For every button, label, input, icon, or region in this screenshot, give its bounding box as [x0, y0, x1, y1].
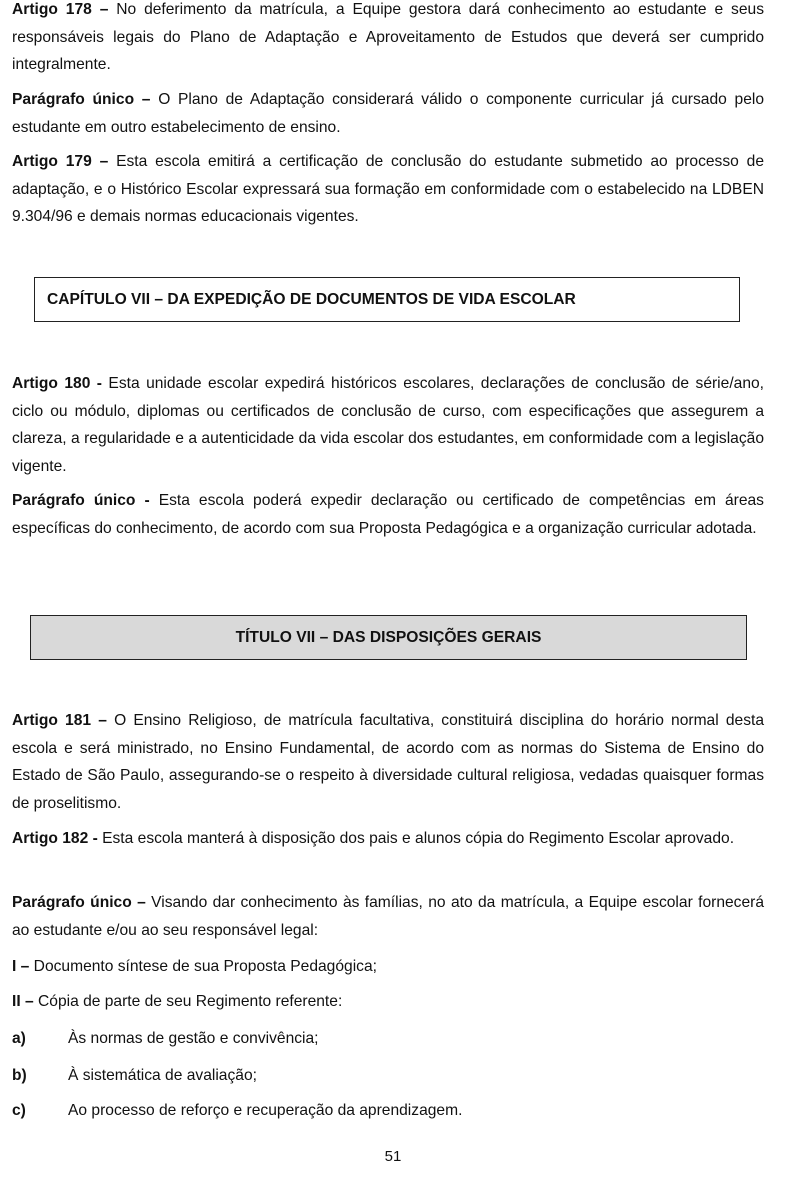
article-181-label: Artigo 181 –: [12, 712, 107, 729]
article-180-text: Esta unidade escolar expedirá históricos escolares, declarações de conclusão de série/ano, ciclo ou módulo, diplomas ou certificados de conclusão de curso, com especificações que assegurem a clareza, a regularidade e a autenticidade da vida escolar dos estudantes, em conformidade com a legislação vigente.: [12, 375, 764, 475]
article-182-paragraph-text: Visando dar conhecimento às famílias, no ato da matrícula, a Equipe escolar fornecerá ao estudante e/ou ao seu responsável legal:: [12, 894, 765, 939]
article-181: [12, 707, 764, 817]
list-item-a: [12, 1025, 764, 1053]
list-item-b-text: À sistemática de avaliação;: [68, 1067, 257, 1084]
title-heading-box: [30, 615, 747, 660]
list-item-c: [12, 1097, 764, 1125]
list-item-a-mark: a): [12, 1030, 26, 1047]
article-178-paragraph-label: Parágrafo único –: [12, 91, 151, 108]
title-heading: TÍTULO VII – DAS DISPOSIÇÕES GERAIS: [235, 628, 542, 646]
list-item-c-text: Ao processo de reforço e recuperação da aprendizagem.: [68, 1102, 463, 1119]
article-180-paragraph-text: Esta escola poderá expedir declaração ou certificado de competências em áreas específicas do conhecimento, de acordo com sua Proposta Pedagógica e a organização curricular adotada.: [12, 492, 764, 537]
article-178: [12, 0, 764, 79]
article-182: [12, 825, 764, 853]
chapter-heading: CAPÍTULO VII – DA EXPEDIÇÃO DE DOCUMENTOS DE VIDA ESCOLAR: [47, 290, 576, 308]
item-ii: [12, 988, 764, 1016]
article-179-label: Artigo 179 –: [12, 153, 109, 170]
article-179: [12, 148, 764, 231]
article-180: [12, 370, 764, 480]
article-182-label: Artigo 182 -: [12, 830, 98, 847]
article-180-label: Artigo 180 -: [12, 375, 102, 392]
item-ii-label: II –: [12, 993, 34, 1010]
article-179-text: Esta escola emitirá a certificação de conclusão do estudante submetido ao processo de adaptação, e o Histórico Escolar expressará sua formação em conformidade com o estabelecido na LDBEN 9.304/96 e demais normas educacionais vigentes.: [12, 153, 764, 225]
list-item-b: [12, 1062, 764, 1090]
item-i-label: I –: [12, 958, 30, 975]
article-178-paragraph-text: O Plano de Adaptação considerará válido o componente curricular já cursado pelo estudante em outro estabelecimento de ensino.: [12, 91, 764, 136]
list-item-a-text: Às normas de gestão e convivência;: [68, 1030, 319, 1047]
list-item-b-mark: b): [12, 1067, 27, 1084]
page-number: 51: [384, 1148, 402, 1165]
item-ii-text: Cópia de parte de seu Regimento referente:: [33, 993, 343, 1010]
chapter-heading-box: [34, 277, 740, 322]
article-180-paragraph: [12, 487, 764, 542]
list-item-c-mark: c): [12, 1102, 26, 1119]
article-181-text: O Ensino Religioso, de matrícula facultativa, constituirá disciplina do horário normal desta escola e será ministrado, no Ensino Fundamental, de acordo com as normas do Sistema de Ensino do Estado de São Paulo, assegurando-se o respeito à diversidade cultural religiosa, vedadas quaisquer formas de proselitismo.: [12, 712, 764, 812]
article-182-paragraph: [12, 889, 764, 944]
article-178-paragraph: [12, 86, 764, 141]
article-180-paragraph-label: Parágrafo único -: [12, 492, 150, 509]
article-182-text: Esta escola manterá à disposição dos pais e alunos cópia do Regimento Escolar aprovado.: [97, 830, 735, 847]
article-178-label: Artigo 178 –: [12, 1, 109, 18]
item-i-text: Documento síntese de sua Proposta Pedagógica;: [29, 958, 377, 975]
article-178-text: No deferimento da matrícula, a Equipe gestora dará conhecimento ao estudante e seus responsáveis legais do Plano de Adaptação e Aproveitamento de Estudos que deverá ser cumprido integralmente.: [12, 1, 764, 73]
item-i: [12, 953, 764, 981]
article-182-paragraph-label: Parágrafo único –: [12, 894, 146, 911]
